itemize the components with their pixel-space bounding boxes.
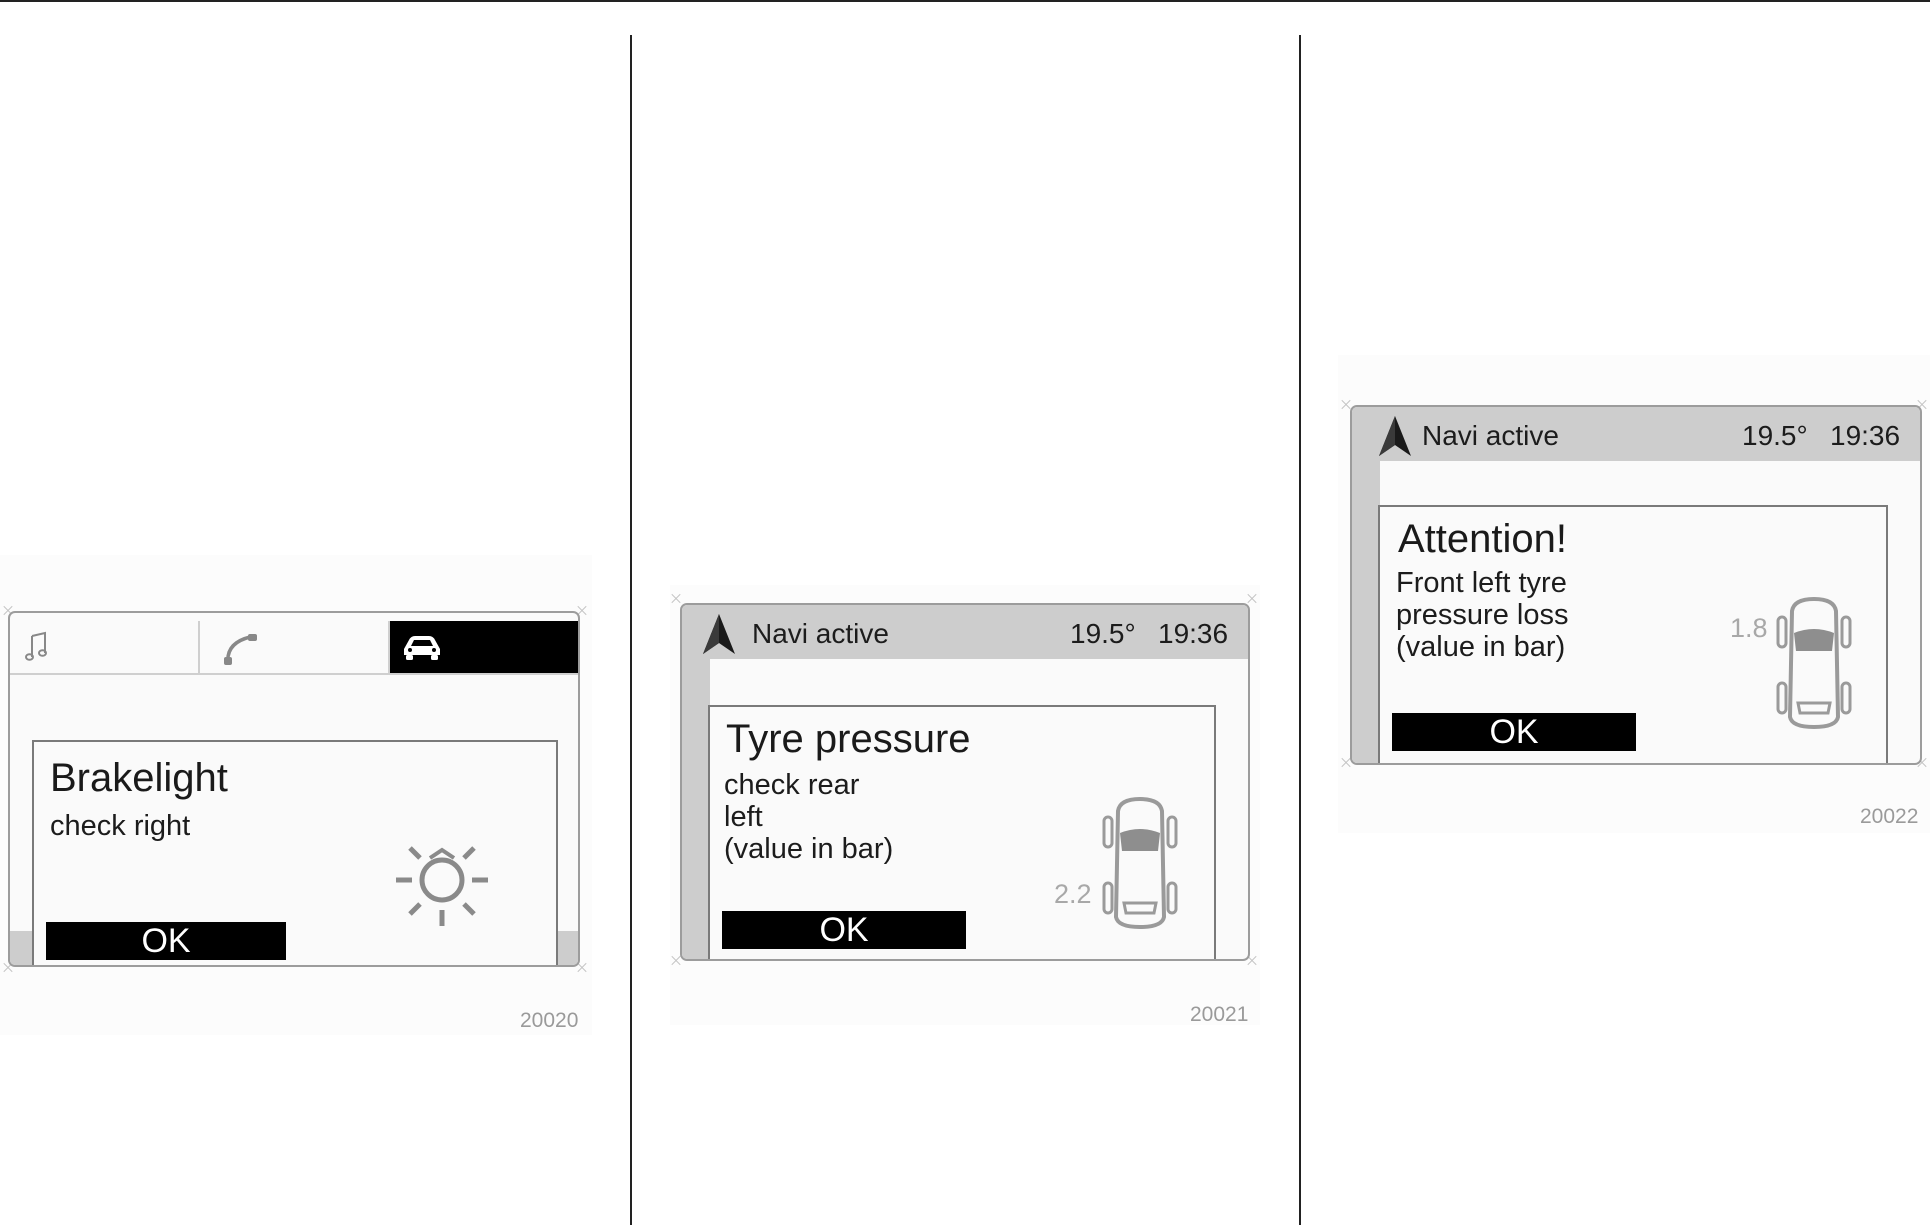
car-top-view-icon [1100,795,1180,931]
navigation-arrow-icon [1378,415,1412,457]
message-title: Brakelight [50,756,228,800]
column-divider-left [630,35,632,1225]
figure-brakelight [0,555,592,1035]
message-title: Tyre pressure [726,717,971,761]
figure-tyre-pressure [670,585,1260,1025]
column-divider-right [1299,35,1301,1225]
brakelight-icon [392,832,492,932]
display-screen [680,603,1250,961]
outside-temperature: 19.5° [1070,618,1136,649]
car-top-view-icon [1774,595,1854,731]
message-title: Attention! [1398,517,1568,561]
figure-number: 20022 [1860,805,1919,828]
message-line: Front left tyre [1396,567,1567,599]
tyre-pressure-value: 2.2 [1054,879,1092,909]
outside-temperature: 19.5° [1742,420,1808,451]
navi-status: Navi active [1422,420,1559,451]
tyre-pressure-value: 1.8 [1730,613,1768,643]
ok-button[interactable]: OK [1392,713,1636,751]
figure-number: 20021 [1190,1003,1249,1026]
scroll-indicator-left [10,931,32,965]
message-box [708,705,1216,961]
car-icon [400,631,444,661]
message-line: pressure loss [1396,599,1569,631]
message-line: left [724,801,763,833]
corner-mark [1246,593,1258,605]
top-rule [0,0,1930,2]
clock: 19:36 [1158,618,1229,649]
message-box [32,740,558,967]
music-note-icon [25,631,49,663]
status-bar [682,605,1248,659]
side-panel [682,659,710,959]
clock: 19:36 [1830,420,1901,451]
figure-attention [1338,355,1930,833]
phone-icon [220,631,260,667]
side-panel [1352,461,1380,763]
message-box [1378,505,1888,765]
message-line: check rear [724,769,860,801]
tab-vehicle[interactable] [390,621,578,673]
message-line: (value in bar) [724,833,894,865]
display-screen [8,611,580,967]
tab-audio[interactable] [10,621,200,673]
navigation-arrow-icon [702,613,736,655]
ok-button[interactable]: OK [722,911,966,949]
scroll-indicator-right [556,931,578,965]
ok-button[interactable]: OK [46,922,286,960]
corner-mark [670,593,682,605]
message-line: check right [50,810,191,842]
tab-bar [10,621,578,675]
navi-status: Navi active [752,618,889,649]
figure-number: 20020 [520,1009,579,1032]
display-screen [1350,405,1922,765]
tab-phone[interactable] [200,621,390,673]
message-line: (value in bar) [1396,631,1566,663]
status-bar [1352,407,1920,461]
